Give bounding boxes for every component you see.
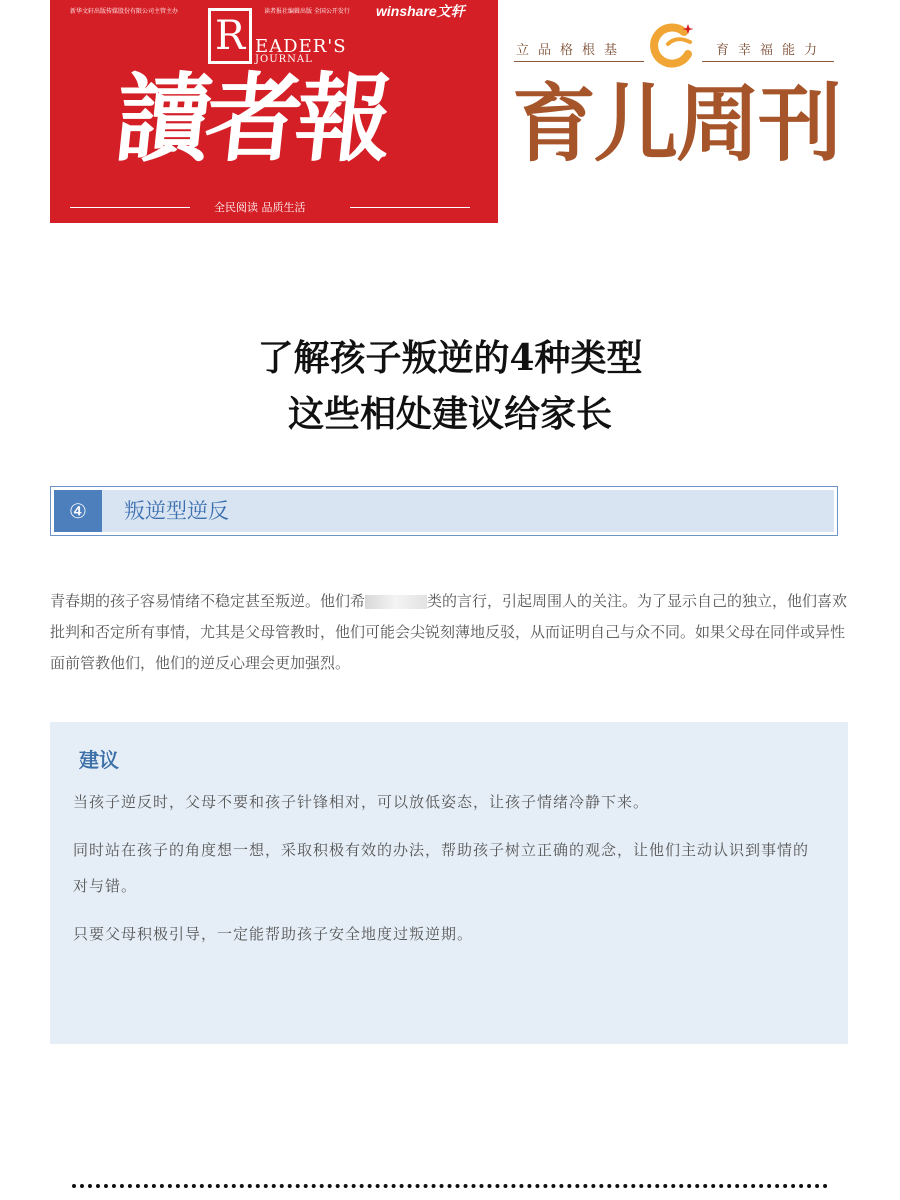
winshare-logo: winshare文轩 [376,3,465,19]
dotted-divider [72,1184,828,1188]
advice-box [50,722,848,1044]
readers-journal-banner [50,0,498,223]
article-title-line2: 这些相处建议给家长 [287,393,612,435]
redacted-blur [365,595,427,609]
yuer-rule-right [702,61,834,62]
article-title-line1: 了解孩子叛逆的4种类型 [257,337,643,379]
yuer-logo-icon [646,20,698,70]
advice-title: 建议 [79,748,119,772]
readers-slogan: 全民阅读 品质生活 [214,201,306,214]
advice-paragraph-3: 只要父母积极引导，一定能帮助孩子安全地度过叛逆期。 [73,925,474,943]
yuer-slogan-right: 育幸福能力 [716,43,827,58]
yuer-weekly-title: 育儿周刊 [512,75,841,173]
readers-chinese-title: 讀者報 [110,62,392,175]
publisher-edition-text: 读者报社编辑出版 全国公开发行 [264,8,350,15]
section-title: 叛逆型逆反 [124,499,229,523]
readers-logo-text: EADER'S [255,36,347,57]
yuer-rule-left [514,61,644,62]
advice-paragraph-1: 当孩子逆反时，父母不要和孩子针锋相对，可以放低姿态，让孩子情绪冷静下来。 [73,793,650,811]
yuer-slogan-left: 立品格根基 [516,43,627,58]
journal-logo-text: JOURNAL [255,54,313,65]
slogan-rule-right [350,207,470,208]
publisher-text: 新华文轩出版传媒股份有限公司主管主办 [70,8,179,15]
advice-paragraph-2: 同时站在孩子的角度想一想，采取积极有效的办法，帮助孩子树立正确的观念，让他们主动认识到事情的对与错。 [73,841,810,895]
readers-logo-initial: R [215,13,246,59]
body-paragraph-start: 青春期的孩子容易情绪不稳定甚至叛逆。他们希 [50,592,366,610]
section-header [50,486,838,536]
section-header-bg [54,490,834,532]
article-title [0,330,900,442]
section-number-badge: ④ [54,490,102,532]
slogan-rule-left [70,207,190,208]
body-paragraph-end: 类的言行，引起周围人的关注。为了显示自己的独立，他们喜欢批判和否定所有事情，尤其是父母管教时，他们可能会尖锐刻薄地反驳，从而证明自己与众不同。如果父母在同伴或异性面前管教他们，他们的逆反心理会更加强烈。 [50,592,848,672]
body-paragraph [50,586,850,679]
